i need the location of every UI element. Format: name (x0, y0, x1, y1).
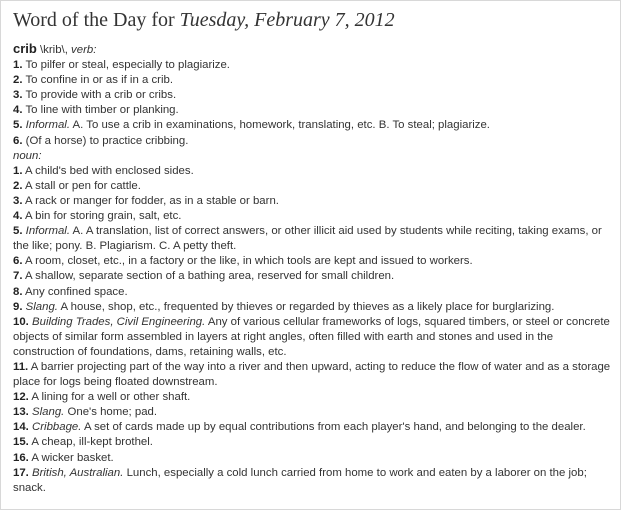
definition-text: A room, closet, etc., in a factory or the like, in which tools are kept and issued to workers. (25, 255, 473, 268)
definition-text: A wicker basket. (31, 451, 114, 464)
definition-number: 7. (13, 270, 23, 283)
usage-label: Slang. (25, 300, 58, 313)
definition-item (13, 88, 611, 103)
noun-definitions-list (13, 164, 611, 496)
definition-text: To line with timber or planking. (25, 104, 179, 117)
definition-item (13, 451, 611, 466)
definition-number: 1. (13, 164, 23, 177)
noun-heading-line (13, 149, 611, 164)
pronunciation: \krib\, (40, 44, 68, 56)
definition-number: 16. (13, 451, 29, 464)
definition-text: Any confined space. (25, 285, 128, 298)
definition-item (13, 118, 611, 133)
definition-text: A shallow, separate section of a bathing area, reserved for small children. (25, 270, 395, 283)
definition-number: 9. (13, 300, 23, 313)
usage-label: Building Trades, Civil Engineering. (32, 315, 206, 328)
usage-label: Slang. (32, 406, 65, 419)
definition-number: 13. (13, 406, 29, 419)
definition-item (13, 435, 611, 450)
definition-item (13, 58, 611, 73)
definition-number: 15. (13, 436, 29, 449)
definition-text: A. To use a crib in examinations, homework, translating, etc. B. To steal; plagiarize. (72, 119, 490, 132)
definition-item (13, 73, 611, 88)
definition-item (13, 315, 611, 360)
definition-number: 4. (13, 210, 23, 223)
definition-item (13, 405, 611, 420)
definition-number: 17. (13, 466, 29, 479)
definition-item (13, 194, 611, 209)
definition-item (13, 285, 611, 300)
definition-item (13, 103, 611, 118)
definition-text: A cheap, ill-kept brothel. (31, 436, 153, 449)
definition-number: 14. (13, 421, 29, 434)
definition-text: To pilfer or steal, especially to plagiarize. (25, 59, 230, 72)
definition-item (13, 254, 611, 269)
definition-number: 3. (13, 89, 23, 102)
title-prefix: Word of the Day for (13, 9, 175, 31)
definition-number: 3. (13, 194, 23, 207)
definition-text: A lining for a well or other shaft. (31, 391, 191, 404)
headword-line (13, 41, 611, 58)
definition-number: 1. (13, 59, 23, 72)
definition-item (13, 466, 611, 496)
verb-definitions-list (13, 58, 611, 149)
part-of-speech-verb: verb: (71, 44, 97, 56)
definition-text: One's home; pad. (67, 406, 158, 419)
definition-text: A stall or pen for cattle. (25, 179, 141, 192)
headword: crib (13, 41, 37, 56)
definition-number: 11. (13, 360, 29, 373)
definition-text: A rack or manger for fodder, as in a stable or barn. (25, 194, 279, 207)
definition-text: Any of various cellular frameworks of logs, squared timbers, or steel or concrete objects of similar form assembled in layers at right angles, often filled with earth and stones and used in the construction of foundations, dams, retaining walls, etc. (13, 315, 610, 358)
definition-item (13, 224, 611, 254)
definition-number: 2. (13, 74, 23, 87)
definition-text: Lunch, especially a cold lunch carried from home to work and eaten by a laborer on the job; snack. (13, 466, 587, 494)
definition-text: A house, shop, etc., frequented by thieves or regarded by thieves as a likely place for burglarizing. (60, 300, 555, 313)
definition-item (13, 134, 611, 149)
definition-item (13, 300, 611, 315)
definition-item (13, 179, 611, 194)
definition-item (13, 390, 611, 405)
title-date: Tuesday, February 7, 2012 (179, 9, 395, 31)
definition-text: A barrier projecting part of the way into a river and then upward, acting to reduce the flow of water and as a storage place for logs being floated downstream. (13, 360, 611, 389)
definition-number: 6. (13, 255, 23, 268)
definition-number: 6. (13, 134, 23, 147)
usage-label: British, Australian. (32, 466, 124, 479)
definition-text: To provide with a crib or cribs. (25, 89, 177, 102)
definition-number: 5. (13, 119, 23, 132)
definition-number: 10. (13, 315, 29, 328)
definition-item (13, 360, 611, 390)
definition-text: A bin for storing grain, salt, etc. (25, 210, 182, 223)
definition-number: 8. (13, 285, 23, 298)
definition-text: A child's bed with enclosed sides. (25, 164, 194, 177)
definition-number: 5. (13, 225, 23, 238)
usage-label: Informal. (25, 225, 70, 238)
definition-number: 2. (13, 179, 23, 192)
definition-entry (13, 41, 611, 496)
definition-text: To confine in or as if in a crib. (25, 74, 173, 87)
definition-number: 12. (13, 391, 29, 404)
part-of-speech-noun: noun: (13, 149, 42, 162)
definition-text: (Of a horse) to practice cribbing. (25, 134, 189, 147)
page-title (13, 7, 395, 33)
definition-text: A set of cards made up by equal contributions from each player's hand, and belonging to the dealer. (83, 421, 586, 434)
definition-item (13, 269, 611, 284)
definition-item (13, 420, 611, 435)
definition-number: 4. (13, 104, 23, 117)
definition-item (13, 209, 611, 224)
definition-text: A. A translation, list of correct answers, or other illicit aid used by students while reciting, taking exams, or the like; pony. B. Plagiarism. C. A petty theft. (13, 225, 602, 253)
usage-label: Cribbage. (32, 421, 82, 434)
definition-item (13, 164, 611, 179)
usage-label: Informal. (25, 119, 70, 132)
